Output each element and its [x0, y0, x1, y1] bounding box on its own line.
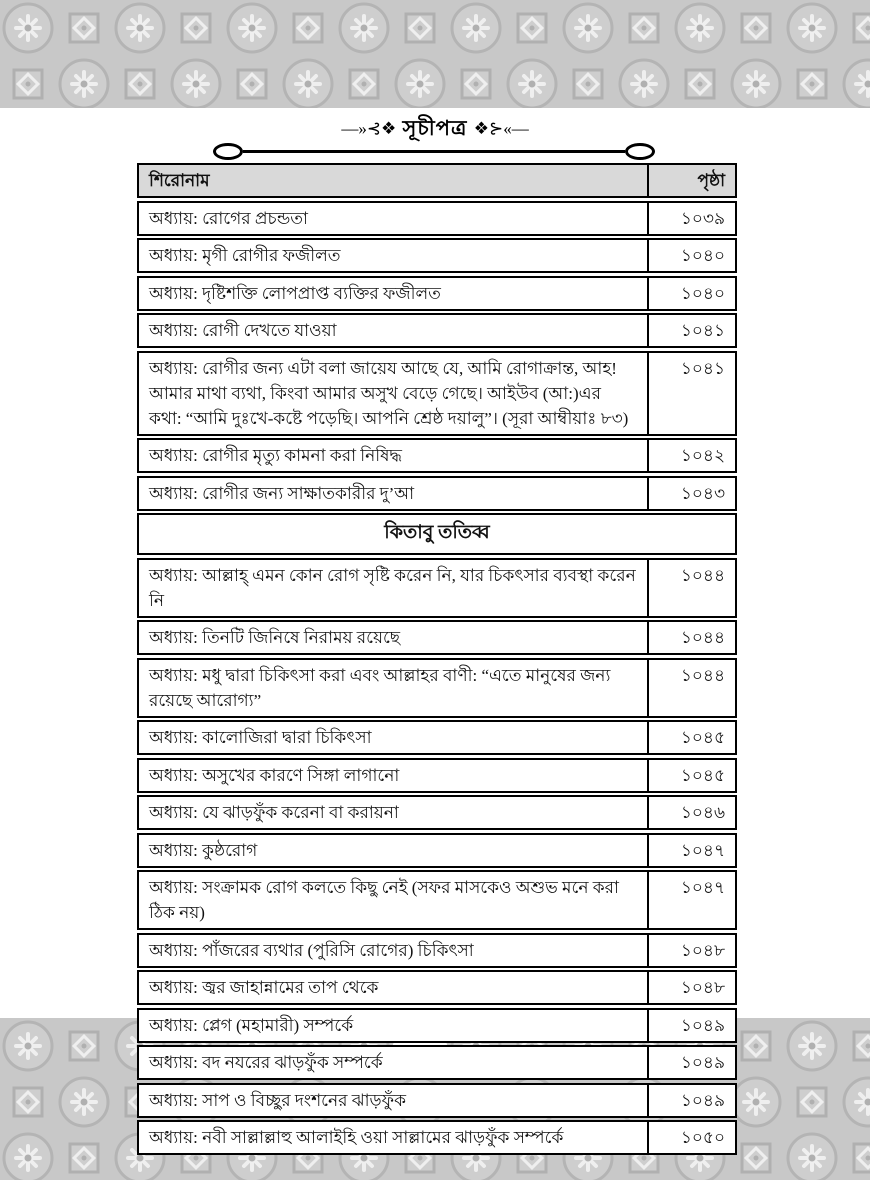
table-row	[137, 313, 737, 348]
entry-page-number: ১০৪৭	[647, 872, 735, 928]
entry-page-number: ১০৪৯	[647, 1085, 735, 1116]
entry-page-number: ১০৪০	[647, 240, 735, 271]
entry-page-number: ১০৪৬	[647, 797, 735, 828]
entry-title: অধ্যায়: মৃগী রোগীর ফজীলত	[149, 246, 341, 265]
table-row	[137, 201, 737, 236]
divider-left-oval-icon	[213, 143, 243, 160]
table-header-row	[137, 163, 737, 198]
ornamental-border-top	[0, 0, 870, 108]
column-header-title: শিরোনাম	[149, 171, 210, 190]
entry-page-number: ১০৪৫	[647, 760, 735, 791]
table-row	[137, 833, 737, 868]
entry-title: অধ্যায়: কালোজিরা দ্বারা চিকিৎসা	[149, 728, 372, 747]
table-row	[137, 1045, 737, 1080]
table-row	[137, 720, 737, 755]
entry-page-number: ১০৪৪	[647, 622, 735, 653]
entry-page-number: ১০৪৮	[647, 972, 735, 1003]
column-header-page: পৃষ্ঠা	[647, 165, 735, 196]
entry-page-number: ১০৪৪	[647, 560, 735, 616]
entry-title: অধ্যায়: রোগের প্রচন্ডতা	[149, 208, 308, 228]
entry-page-number: ১০৪৪	[647, 660, 735, 716]
entry-title: অধ্যায়: কুষ্ঠরোগ	[149, 840, 258, 860]
entry-title: অধ্যায়: প্লেগ (মহামারী) সম্পর্কে	[149, 1015, 354, 1035]
divider-line	[243, 150, 625, 153]
table-row	[137, 933, 737, 968]
section-header-row: কিতাবু ততিব্ব	[137, 513, 737, 555]
table-row	[137, 558, 737, 618]
entry-title: অধ্যায়: রোগীর জন্য এটা বলা জায়েয আছে যে, আমি রোগাক্রান্ত, আহ! আমার মাথা ব্যথা, কিংবা আমার অসুখ বেড়ে গেছে। আইউব (আ:)এর কথা: “আমি দুঃখে-কষ্টে পড়েছি। আপনি শ্রেষ্ঠ দয়ালু”। (সূরা আম্বীয়াঃ ৮৩)	[149, 358, 629, 428]
table-row	[137, 1120, 737, 1155]
entry-page-number: ১০৪৩	[647, 478, 735, 509]
table-row	[137, 438, 737, 473]
entry-title: অধ্যায়: জ্বর জাহান্নামের তাপ থেকে	[149, 978, 379, 997]
title-ornament-left-icon: —»⊰❖	[341, 119, 397, 138]
entry-title: অধ্যায়: নবী সাল্লাল্লাহু আলাইহি ওয়া সাল্লামের ঝাড়ফুঁক সম্পর্কে	[149, 1128, 564, 1147]
toc-title-bar	[0, 112, 870, 147]
table-row	[137, 795, 737, 830]
table-row	[137, 351, 737, 436]
table-row	[137, 1083, 737, 1118]
entry-title: অধ্যায়: বদ নযরের ঝাড়ফুঁক সম্পর্কে	[149, 1053, 383, 1072]
table-row	[137, 1008, 737, 1043]
entry-page-number: ১০৪০	[647, 278, 735, 309]
table-row	[137, 476, 737, 511]
entry-title: অধ্যায়: আল্লাহ্ এমন কোন রোগ সৃষ্টি করেন নি, যার চিকৎসার ব্যবস্থা করেন নি	[149, 565, 636, 610]
table-row	[137, 276, 737, 311]
entry-page-number: ১০৪৭	[647, 835, 735, 866]
entry-title: অধ্যায়: অসুখের কারণে সিঙ্গা লাগানো	[149, 765, 400, 785]
entry-page-number: ১০৪৮	[647, 935, 735, 966]
entry-page-number: ১০৪৯	[647, 1047, 735, 1078]
entry-title: অধ্যায়: রোগীর জন্য সাক্ষাতকারীর দু’আ	[149, 483, 415, 503]
title-ornament-right-icon: ❖⊱«—	[473, 119, 529, 138]
entry-page-number: ১০৪৯	[647, 1010, 735, 1041]
table-row	[137, 758, 737, 793]
entry-title: অধ্যায়: যে ঝাড়ফুঁক করেনা বা করায়না	[149, 803, 399, 822]
divider-right-oval-icon	[625, 143, 655, 160]
entry-page-number: ১০৩৯	[647, 203, 735, 234]
page-title: সূচীপত্র	[402, 116, 468, 140]
entry-page-number: ১০৪১	[647, 353, 735, 434]
decorative-divider	[213, 144, 655, 158]
entry-title: অধ্যায়: দৃষ্টিশক্তি লোপপ্রাপ্ত ব্যক্তির ফজীলত	[149, 283, 441, 303]
table-row	[137, 658, 737, 718]
entry-page-number: ১০৪২	[647, 440, 735, 471]
entry-title: অধ্যায়: সংক্রামক রোগ কলতে কিছু নেই (সফর মাসকেও অশুভ মনে করা ঠিক নয়)	[149, 878, 619, 922]
entry-title: অধ্যায়: তিনটি জিনিষে নিরাময় রয়েছে	[149, 628, 401, 647]
table-row	[137, 970, 737, 1005]
entry-page-number: ১০৪৫	[647, 722, 735, 753]
entry-title: অধ্যায়: রোগী দেখতে যাওয়া	[149, 321, 337, 340]
table-row	[137, 238, 737, 273]
entry-title: অধ্যায়: পাঁজরের ব্যথার (পুরিসি রোগের) চিকিৎসা	[149, 940, 474, 960]
entry-title: অধ্যায়: মধু দ্বারা চিকিৎসা করা এবং আল্লাহর বাণী: “এতে মানুষের জন্য রয়েছে আরোগ্য”	[149, 665, 611, 710]
table-row	[137, 870, 737, 930]
entry-page-number: ১০৫০	[647, 1122, 735, 1153]
table-row	[137, 620, 737, 655]
entry-title: অধ্যায়: রোগীর মৃত্যু কামনা করা নিষিদ্ধ	[149, 446, 402, 465]
entry-title: অধ্যায়: সাপ ও বিচ্ছুর দংশনের ঝাড়ফুঁক	[149, 1090, 406, 1110]
entry-page-number: ১০৪১	[647, 315, 735, 346]
toc-table	[137, 163, 737, 1155]
